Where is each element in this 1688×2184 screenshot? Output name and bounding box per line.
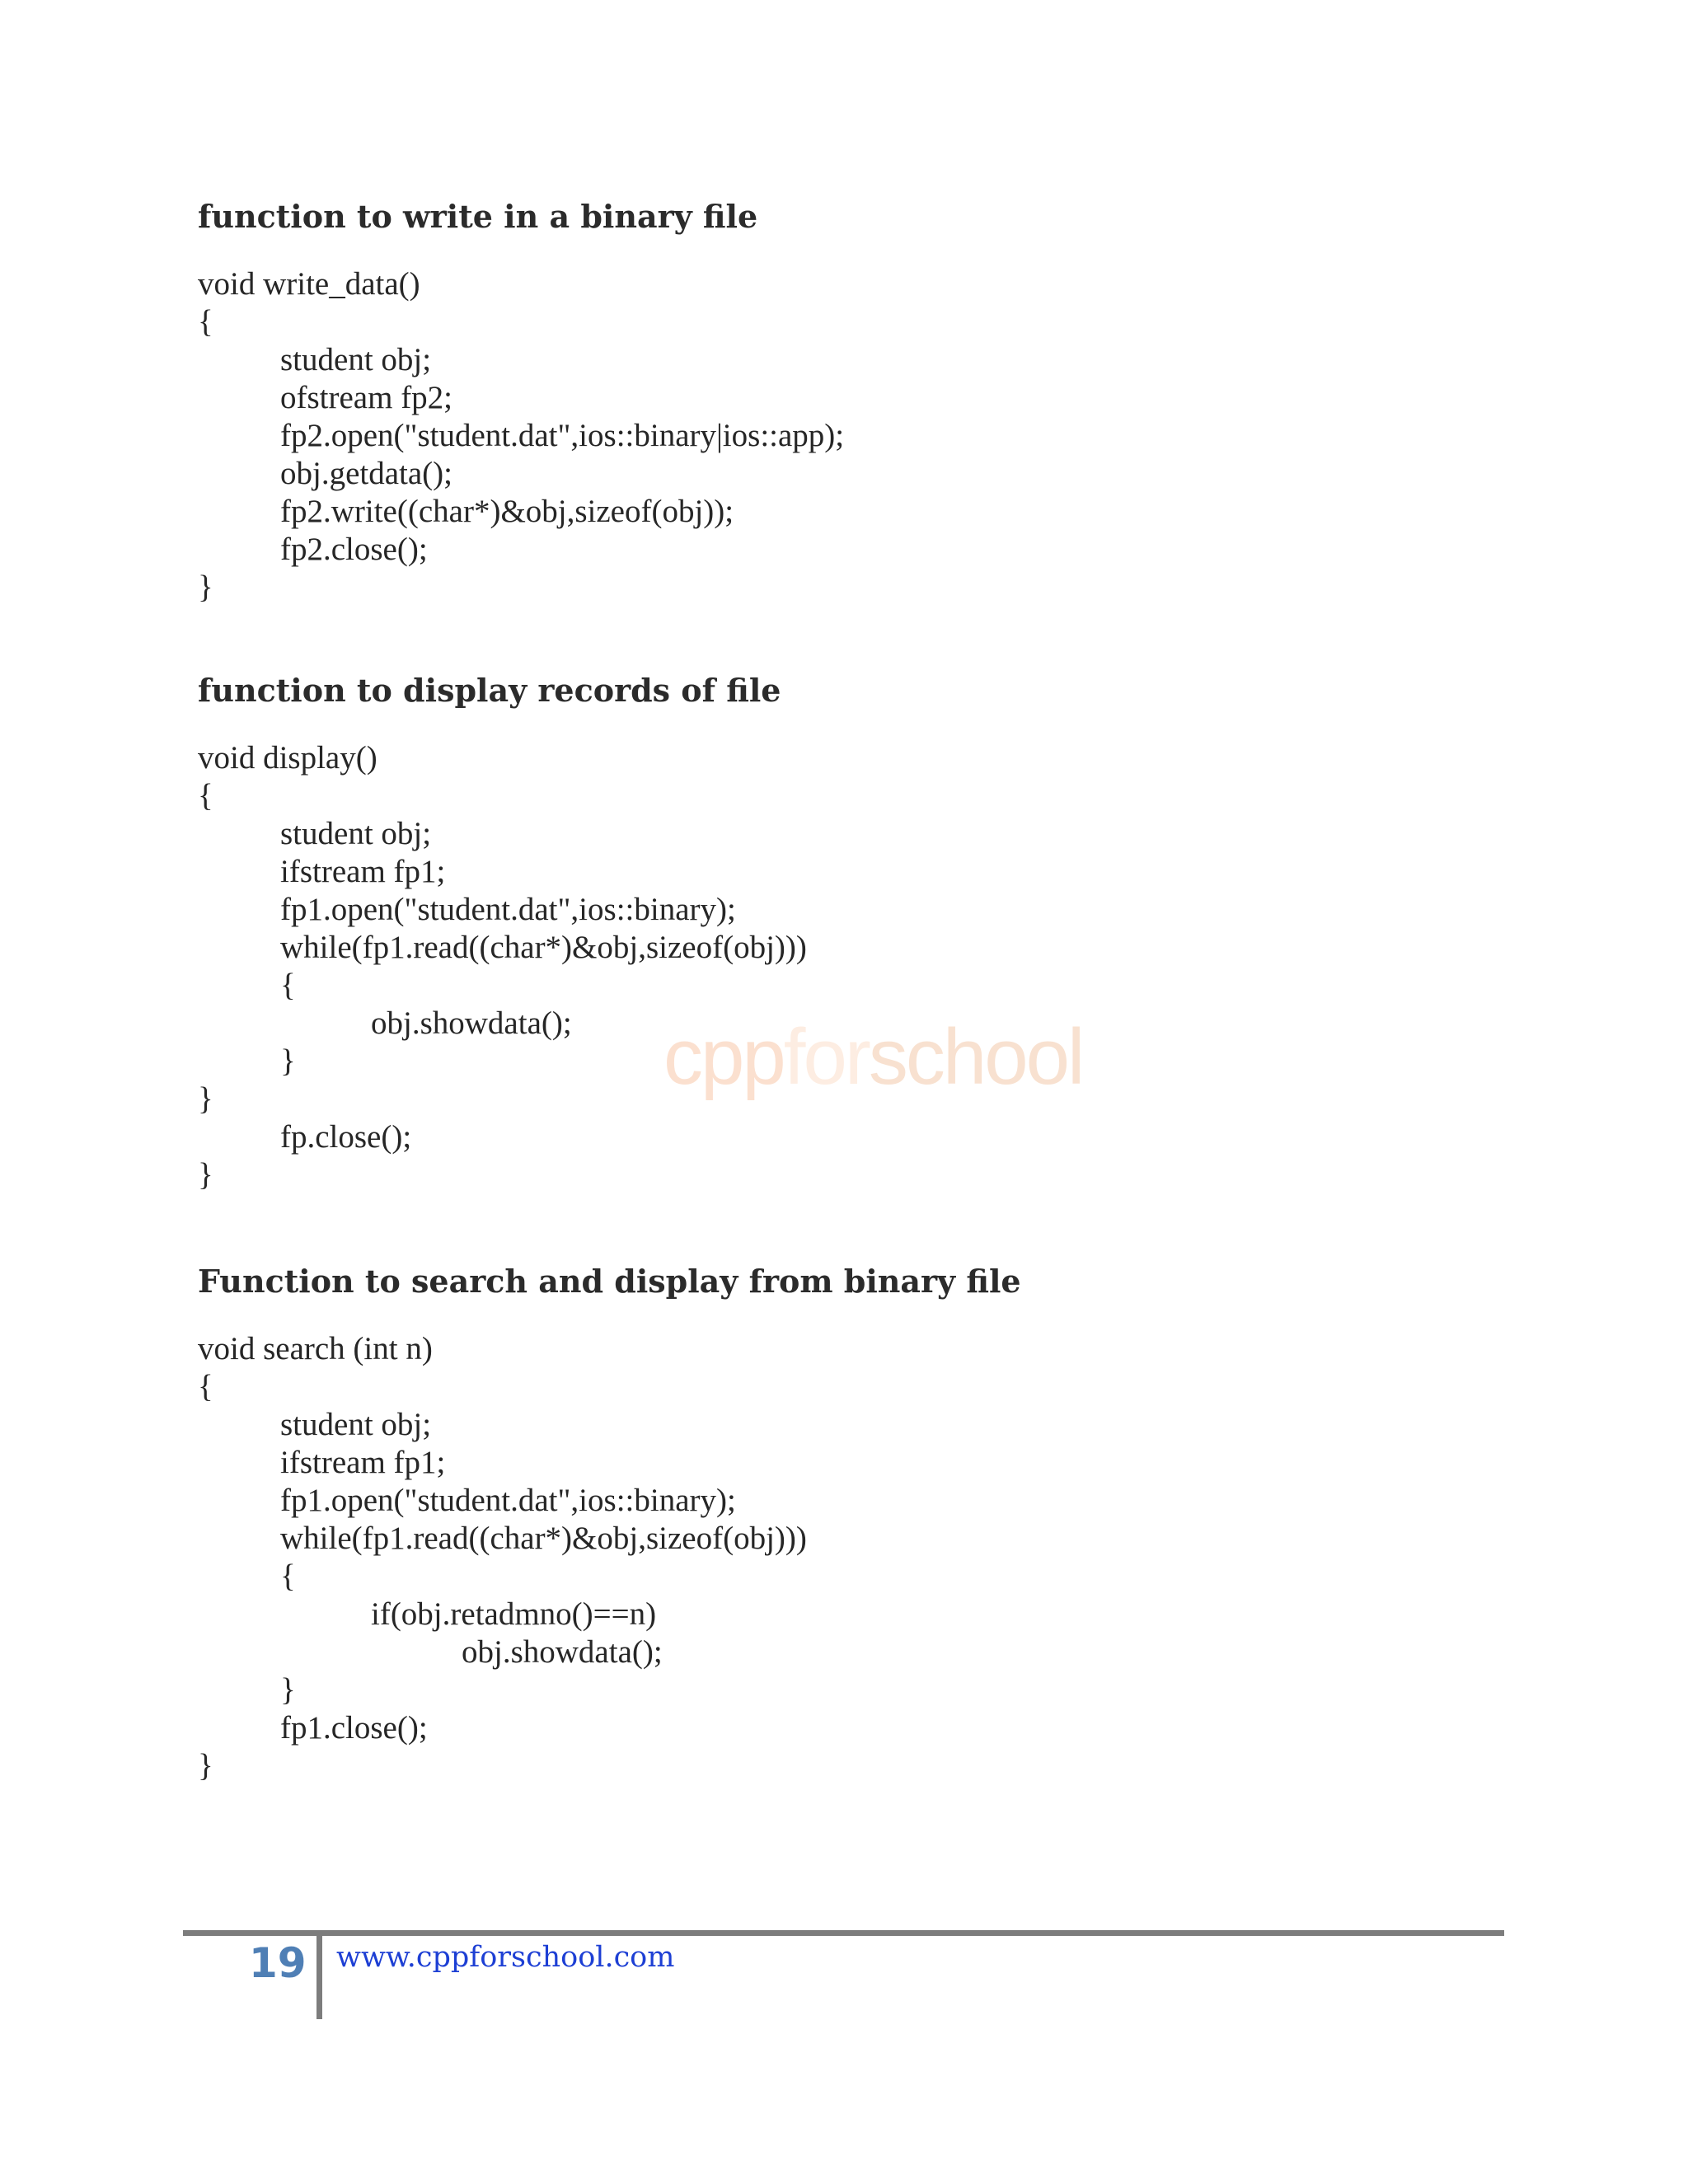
code-line: { — [198, 778, 213, 813]
section-heading-display: function to display records of file — [198, 672, 781, 709]
section-heading-write: function to write in a binary file — [198, 198, 758, 235]
code-line: fp1.open("student.dat",ios::binary); — [280, 892, 736, 927]
code-line: fp1.close(); — [280, 1710, 428, 1746]
code-line: void search (int n) — [198, 1331, 433, 1366]
code-line: fp.close(); — [280, 1119, 412, 1155]
code-line: student obj; — [280, 342, 432, 377]
footer-vertical-divider — [316, 1930, 322, 2019]
code-line: obj.showdata(); — [462, 1634, 663, 1670]
watermark-part: school — [868, 1013, 1083, 1101]
code-line: } — [198, 1748, 213, 1783]
watermark-part: for — [783, 1013, 869, 1101]
code-line: } — [198, 569, 213, 605]
code-line: fp2.open("student.dat",ios::binary|ios::app); — [280, 418, 845, 453]
code-line: { — [198, 1369, 213, 1404]
code-block-display — [198, 739, 807, 1194]
code-line: student obj; — [280, 1407, 432, 1442]
code-block-search — [198, 1330, 807, 1785]
website-link[interactable]: www.cppforschool.com — [336, 1941, 675, 1974]
code-line: { — [280, 968, 296, 1003]
page-number: 19 — [249, 1939, 307, 1987]
code-line: obj.showdata(); — [371, 1005, 572, 1041]
footer-divider — [183, 1930, 1504, 1936]
code-line: { — [198, 304, 213, 340]
code-line: ifstream fp1; — [280, 854, 446, 889]
code-line: ofstream fp2; — [280, 380, 453, 415]
code-line: } — [280, 1672, 296, 1708]
code-line: } — [198, 1157, 213, 1193]
code-line: } — [280, 1043, 296, 1079]
watermark-part: cpp — [663, 1013, 784, 1101]
code-line: void write_data() — [198, 266, 420, 302]
code-line: while(fp1.read((char*)&obj,sizeof(obj))) — [280, 930, 807, 965]
code-line: void display() — [198, 740, 377, 776]
section-heading-search: Function to search and display from binary file — [198, 1263, 1021, 1300]
code-line: { — [280, 1558, 296, 1594]
code-line: } — [198, 1081, 213, 1117]
code-line: while(fp1.read((char*)&obj,sizeof(obj))) — [280, 1521, 807, 1556]
code-block-write-data — [198, 265, 844, 607]
code-line: obj.getdata(); — [280, 456, 452, 491]
code-line: if(obj.retadmno()==n) — [371, 1596, 657, 1632]
code-line: ifstream fp1; — [280, 1445, 446, 1480]
code-line: fp1.open("student.dat",ios::binary); — [280, 1483, 736, 1518]
code-line: fp2.write((char*)&obj,sizeof(obj)); — [280, 494, 734, 529]
code-line: student obj; — [280, 816, 432, 851]
cppforschool-watermark — [663, 1012, 1082, 1103]
code-line: fp2.close(); — [280, 532, 428, 567]
